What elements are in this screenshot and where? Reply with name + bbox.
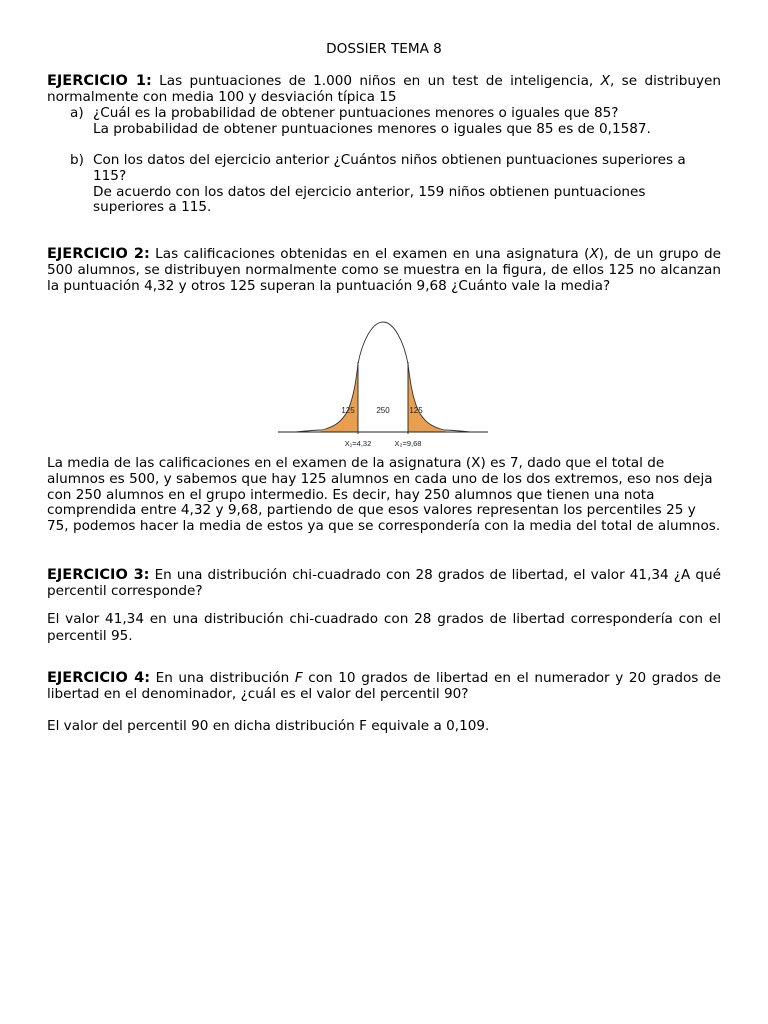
exercise-4-text-a: En una distribución	[150, 670, 295, 686]
exercise-1-label: EJERCICIO 1:	[47, 73, 152, 89]
right-count-label: 125	[409, 406, 423, 415]
exercise-3-answer: El valor 41,34 en una distribución chi-cuadrado con 28 grados de libertad correspondería con el percentil 95.	[47, 611, 721, 644]
exercise-2-answer: La media de las calificaciones en el examen de la asignatura (X) es 7, dado que el total de alumnos es 500, y sabemos que hay 125 alumnos en cada uno de los dos extremos, eso nos deja con 250 alumnos en el grupo intermedio. Es decir, hay 250 alumnos que tienen una nota comprendida entre 4,32 y 9,68, partiendo de que esos valores representan los percentiles 25 y 75, podemos hacer la media de estos ya que se correspondería con la media del total de alumnos.	[47, 455, 721, 535]
exercise-2-statement	[47, 247, 721, 294]
exercise-1-text-a: Las puntuaciones de 1.000 niños en un test de inteligencia,	[151, 73, 601, 89]
exercise-4-answer: El valor del percentil 90 en dicha distribución F equivale a 0,109.	[47, 718, 490, 734]
x1-tick-label: X₁=4,32	[344, 439, 372, 448]
left-count-label: 125	[341, 406, 355, 415]
exercise-3-statement	[47, 568, 721, 600]
item-b-marker: b)	[70, 152, 84, 168]
item-a-answer: La probabilidad de obtener puntuaciones menores o iguales que 85 es de 0,1587.	[93, 120, 651, 137]
item-b-question: Con los datos del ejercicio anterior ¿Cuántos niños obtienen puntuaciones superiores a 115?	[93, 152, 686, 184]
document-title: DOSSIER TEMA 8	[326, 41, 442, 57]
exercise-2-variable: X	[589, 246, 599, 262]
middle-count-label: 250	[376, 406, 390, 415]
exercise-2-text-a: Las calificaciones obtenidas en el examen en una asignatura (	[149, 246, 590, 262]
exercise-4-text-b: con 10 grados de libertad en el numerador y 20 grados de libertad en el denominador, ¿cuál es el valor del percentil 90?	[47, 670, 721, 702]
exercise-3-label: EJERCICIO 3:	[47, 567, 150, 583]
exercise-4-variable: F	[294, 670, 303, 686]
exercise-2-text-b: ), de un grupo de 500 alumnos, se distribuyen normalmente como se muestra en la figura, de ellos 125 no alcanzan la puntuación 4,32 y otros 125 superan la puntuación 9,68 ¿Cuánto vale la media?	[47, 246, 721, 294]
item-a-marker: a)	[70, 105, 84, 121]
exercise-1-statement	[47, 74, 721, 106]
exercise-1-variable: X	[600, 73, 610, 89]
item-a-question: ¿Cuál es la probabilidad de obtener puntuaciones menores o iguales que 85?	[93, 105, 619, 121]
normal-distribution-figure	[276, 318, 490, 452]
x2-tick-label: X₂=9,68	[394, 439, 422, 448]
exercise-4-label: EJERCICIO 4:	[47, 670, 150, 686]
exercise-4-statement	[47, 671, 721, 703]
exercise-2-label: EJERCICIO 2:	[47, 246, 150, 262]
bell-curve	[296, 322, 470, 432]
exercise-3-text: En una distribución chi-cuadrado con 28 grados de libertad, el valor 41,34 ¿A qué percentil corresponde?	[47, 567, 721, 599]
item-b-answer: De acuerdo con los datos del ejercicio anterior, 159 niños obtienen puntuaciones superiores a 115.	[93, 183, 646, 216]
exercise-1-text-b: , se distribuyen normalmente con media 100 y desviación típica 15	[47, 73, 721, 105]
